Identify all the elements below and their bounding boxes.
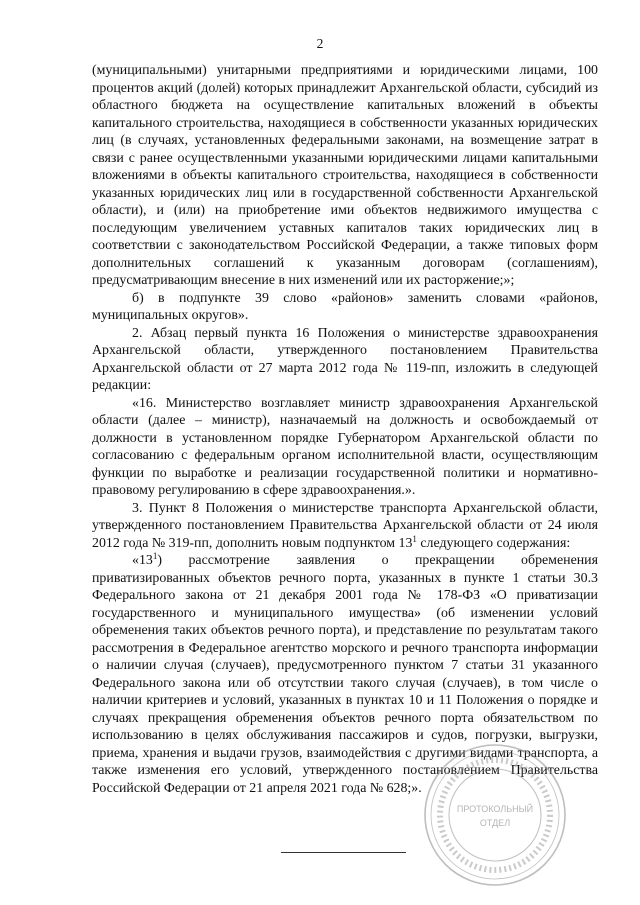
paragraph-item-2: 2. Абзац первый пункта 16 Положения о министерстве здравоохранения Архангельской области, утвержденного постановлением Правительства Архангельской области от 27 марта 2012 года № 119-пп, изложить в следующей редакции: (92, 325, 598, 393)
paragraph-continuation: (муниципальными) унитарными предприятиями и юридическими лицами, 100 процентов акций (долей) которых принадлежит Архангельской области, субсидий из областного бюджета на осуществление капитальных вложений в объекты капитального строительства, находящиеся в собственности указанных юридических лиц (в случаях, установленных федеральными законами, на возмещение затрат в связи с ранее осуществленными указанными юридическими лицами капитальными вложениями в объекты капитального строительства, находящиеся в собственности указанных юридических лиц или в государственной собственности Архангельской области), и (или) на приобретение ими объектов недвижимого имущества с последующим увеличением уставных капиталов таких юридических лиц в соответствии с законодательством Российской Федерации, а также типовых форм дополнительных соглашений к указанным договорам (соглашениям), предусматривающим внесение в них изменений или их расторжение;»; (92, 63, 598, 288)
paragraph-quote-16: «16. Министерство возглавляет министр здравоохранения Архангельской области (далее – министр), назначаемый на должность и освобождаемый от должности в установленном порядке Губернатором Архангельской области по согласованию с федеральным органом исполнительной власти, осуществляющим функции по выработке и реализации государственной политики и нормативно-правовому регулированию в сфере здравоохранения.». (92, 395, 598, 498)
closing-divider (281, 852, 406, 853)
department-stamp (420, 740, 570, 890)
quote-13-1-start: «13 (132, 553, 153, 568)
stamp-center-line1: ПРОТОКОЛЬНЫЙ (456, 804, 534, 814)
stamp-center-line2: ОТДЕЛ (479, 818, 511, 828)
page-number: 2 (316, 36, 324, 51)
stamp-outer-ring (425, 745, 565, 885)
document-body (92, 62, 598, 797)
quote-13-1-superscript: 1 (152, 551, 158, 561)
stamp-ring-lettering (440, 760, 550, 870)
quote-13-1-text: ) рассмотрение заявления о прекращении обременения приватизированных объектов речного порта, указанных в пункте 1 статьи 30.3 Федерального закона от 21 декабря 2001 года № 178-ФЗ «О приватизации государственного и муниципального имущества» (об изменении условий обременения таких объектов речного порта), и представление по результатам такого рассмотрения в Федеральное агентство морского и речного транспорта информации о наличии случая (случаев), предусмотренного пунктом 7 статьи 31 указанного Федерального закона или об отсутствии такого случая (случаев), в том числе о наличии критериев и условий, указанных в пунктах 10 и 11 Положения о порядке и случаях прекращения обременения объектов речного порта обязательством по использованию в целях обслуживания пассажиров и судов, погрузки, выгрузки, приема, хранения и выдачи грузов, взаимодействия с другими видами транспорта, а также изменения его условий, утвержденного постановлением Правительства Российской Федерации от 21 апреля 2021 года № 628;». (92, 553, 598, 796)
item-3-text: 3. Пункт 8 Положения о министерстве транспорта Архангельской области, утвержденного постановлением Правительства Архангельской области от 24 июля 2012 года № 319-пп, дополнить новым подпунктом 13 (92, 500, 598, 551)
item-3-superscript: 1 (412, 533, 417, 544)
stamp-middle-ring (431, 751, 559, 879)
paragraph-item-3 (92, 500, 598, 553)
stamp-inner-ring (449, 769, 541, 861)
item-3-text-end: следующего содержания: (416, 535, 571, 551)
paragraph-subitem-b: б) в подпункте 39 слово «районов» заменить словами «районов, муниципальных округов». (92, 290, 598, 323)
